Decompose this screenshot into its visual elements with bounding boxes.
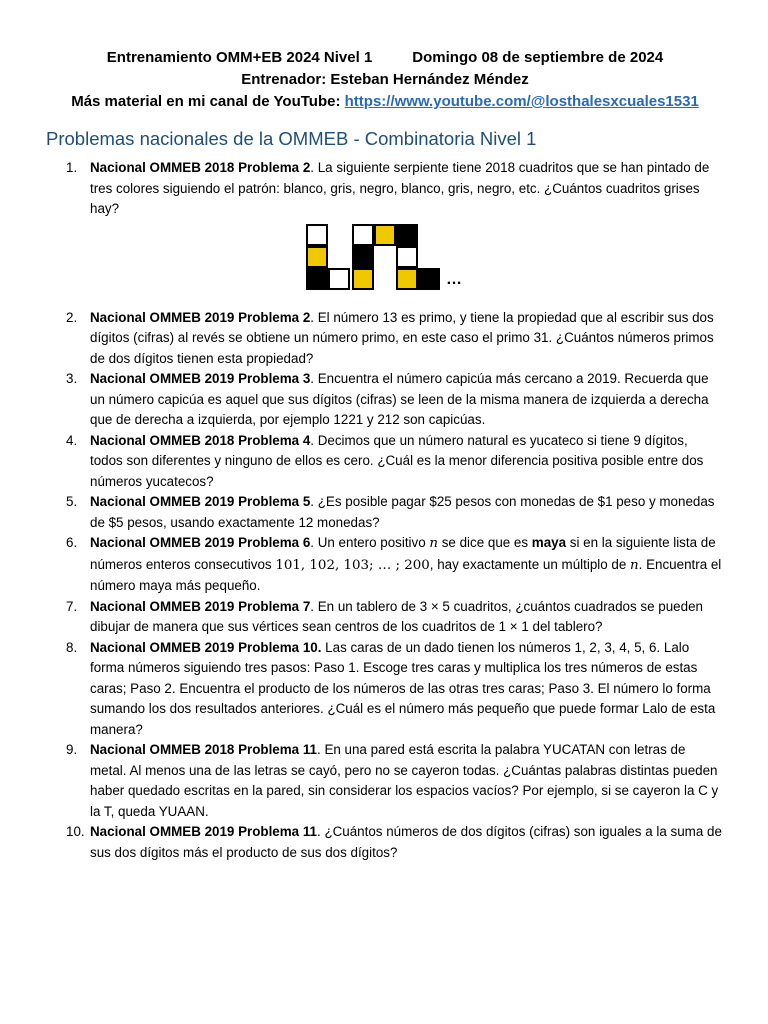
problem-number: 4. xyxy=(66,432,78,448)
snake-cell xyxy=(396,224,418,246)
snake-cell xyxy=(352,224,374,246)
training-date: Domingo 08 de septiembre de 2024 xyxy=(412,49,664,66)
problem-body xyxy=(90,638,724,741)
maya-term: maya xyxy=(531,535,567,550)
problem-body xyxy=(90,431,724,493)
snake-cell xyxy=(374,224,396,246)
problem-body xyxy=(90,533,724,597)
problem-item-5 xyxy=(46,492,724,533)
problem-source: Nacional OMMEB 2018 Problema 2 xyxy=(90,160,311,175)
snake-cell xyxy=(418,268,440,290)
problem-number: 6. xyxy=(66,535,78,550)
problem-text: . En un tablero de 3 × 5 cuadritos, ¿cuántos cuadrados se pueden dibujar de manera que sus vértices sean centros de los cuadritos de 1 × 1 del tablero? xyxy=(90,598,703,634)
problem-body xyxy=(90,308,724,370)
problem-text: Las caras de un dado tienen los números 1, 2, 3, 4, 5, 6. Lalo forma números siguiendo tres pasos: Paso 1. Escoge tres caras y multiplica los tres números de estas caras; Paso 2. Encuentra el producto de los números de las otras tres caras; Paso 3. El número lo forma sumando los dos resultados anteriores. ¿Cuál es el número más pequeño que puede formar Lalo de esta manera? xyxy=(90,639,716,737)
problem-item-2 xyxy=(46,308,724,370)
snake-cell xyxy=(352,246,374,268)
problem-source: Nacional OMMEB 2019 Problema 11 xyxy=(90,824,317,839)
snake-cell xyxy=(328,268,350,290)
problem-number: 1. xyxy=(66,160,78,175)
math-var-n: n xyxy=(630,557,639,573)
math-number-list: 101, 102, 103; … ; 200 xyxy=(275,557,430,573)
problem-source: Nacional OMMEB 2019 Problema 6 xyxy=(90,535,311,550)
problem-body xyxy=(90,740,724,822)
problem-text-c: si en la siguiente lista de números enteros consecutivos xyxy=(90,535,716,572)
problem-text-d: , hay exactamente un múltiplo de xyxy=(429,556,631,572)
problem-item-4 xyxy=(46,431,724,493)
header-row-1 xyxy=(46,47,724,69)
problem-source: Nacional OMMEB 2018 Problema 11 xyxy=(90,742,317,757)
problem-source: Nacional OMMEB 2019 Problema 10. xyxy=(90,639,322,655)
problem-number: 3. xyxy=(66,371,78,386)
problem-item-8 xyxy=(46,638,724,741)
problem-item-7 xyxy=(46,597,724,638)
problem-text: . El número 13 es primo, y tiene la propiedad que al escribir sus dos dígitos (cifras) al revés se obtiene un número primo, en este caso el primo 31. ¿Cuántos números primos de dos dígitos tienen esta propiedad? xyxy=(90,309,714,366)
continuation-dots: … xyxy=(446,270,462,288)
problem-text-a: . Un entero positivo xyxy=(310,535,430,550)
youtube-link[interactable]: https://www.youtube.com/@losthalesxcuales1531 xyxy=(344,93,699,110)
problem-body xyxy=(90,597,724,638)
problem-source: Nacional OMMEB 2019 Problema 3 xyxy=(90,371,311,386)
problem-number: 5. xyxy=(66,494,78,509)
snake-cell xyxy=(306,246,328,268)
problem-text-e: . Encuentra el número maya más pequeño. xyxy=(90,556,722,593)
problem-body xyxy=(90,822,724,863)
problem-text: . Encuentra el número capicúa más cercano a 2019. Recuerda que un número capicúa es aquel que sus dígitos (cifras) se leen de la misma manera de izquierda a derecha que de derecha a izquierda, por ejemplo 1221 y 212 son capicúas. xyxy=(90,371,709,427)
problem-source: Nacional OMMEB 2019 Problema 5 xyxy=(90,494,311,509)
problem-item-10 xyxy=(46,822,724,863)
problem-item-3 xyxy=(46,369,724,431)
math-var-n: n xyxy=(429,536,438,551)
problem-body xyxy=(90,492,724,533)
problem-text: . En una pared está escrita la palabra YUCATAN con letras de metal. Al menos una de las letras se cayó, pero no se cayeron todas. ¿Cuántas palabras distintas pueden haber quedado escritas en la pared, sin considerar los espacios vacíos? Por ejemplo, si se cayeron la C y la T, queda YUAAN. xyxy=(90,742,719,819)
snake-cell xyxy=(306,268,328,290)
problem-number: 9. xyxy=(66,742,78,757)
snake-figure xyxy=(306,224,476,302)
document-header xyxy=(46,0,724,113)
problem-number: 7. xyxy=(66,598,78,614)
problem-text: . ¿Cuántos números de dos dígitos (cifras) son iguales a la suma de sus dos dígitos más el producto de sus dos dígitos? xyxy=(90,824,722,860)
problem-text-b: se dice que es xyxy=(438,535,532,550)
section-title: Problemas nacionales de la OMMEB - Combinatoria Nivel 1 xyxy=(46,128,537,149)
problem-list xyxy=(46,158,724,863)
problem-body xyxy=(90,369,724,431)
snake-cell xyxy=(352,268,374,290)
problem-text: . ¿Es posible pagar $25 pesos con monedas de $1 peso y monedas de $5 pesos, usando exactamente 12 monedas? xyxy=(90,494,715,530)
training-title: Entrenamiento OMM+EB 2024 Nivel 1 xyxy=(106,49,373,66)
problem-text: . Decimos que un número natural es yucateco si tiene 9 dígitos, todos son diferentes y ninguno de ellos es cero. ¿Cuál es la menor diferencia positiva posible entre dos números yucatecos? xyxy=(90,432,704,489)
problem-source: Nacional OMMEB 2019 Problema 2 xyxy=(90,309,311,325)
problem-source: Nacional OMMEB 2019 Problema 7 xyxy=(90,598,311,614)
problem-text: . La siguiente serpiente tiene 2018 cuadritos que se han pintado de tres colores siguiendo el patrón: blanco, gris, negro, blanco, gris, negro, etc. ¿Cuántos cuadritos grises hay? xyxy=(90,160,710,216)
problem-body xyxy=(90,158,724,308)
problem-number: 10. xyxy=(66,824,85,839)
snake-cell xyxy=(396,246,418,268)
problem-item-9 xyxy=(46,740,724,822)
problem-item-1 xyxy=(46,158,724,308)
problem-number: 8. xyxy=(66,639,78,655)
problem-source: Nacional OMMEB 2018 Problema 4 xyxy=(90,432,311,448)
snake-cell xyxy=(396,268,418,290)
youtube-line xyxy=(46,91,724,113)
youtube-label: Más material en mi canal de YouTube: xyxy=(71,93,341,110)
trainer-name: Entrenador: Esteban Hernández Méndez xyxy=(241,71,529,88)
problem-number: 2. xyxy=(66,309,78,325)
problem-item-6 xyxy=(46,533,724,597)
snake-cell xyxy=(306,224,328,246)
